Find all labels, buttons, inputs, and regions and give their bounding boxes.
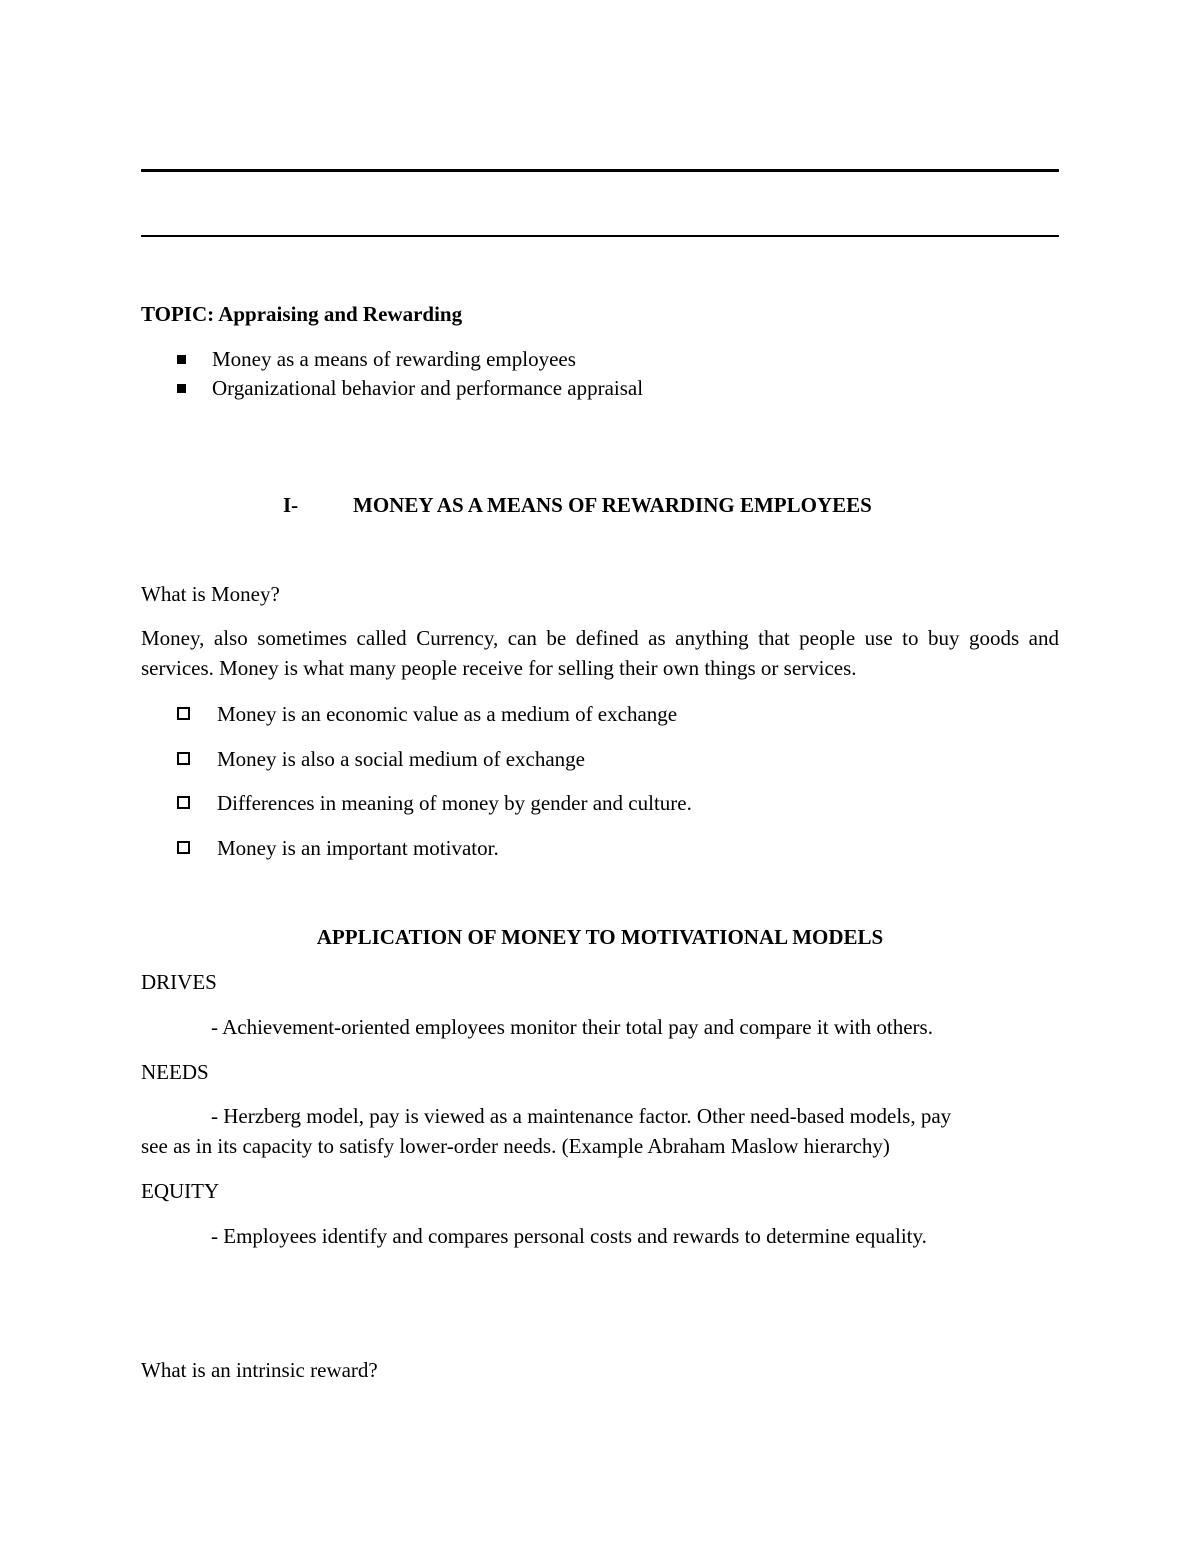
money-point-text: Money is an economic value as a medium of exchange [217,702,678,726]
question-money: What is Money? [141,582,280,606]
section-title: MONEY AS A MEANS OF REWARDING EMPLOYEES [353,493,872,517]
question-intrinsic: What is an intrinsic reward? [141,1358,378,1382]
drives-label: DRIVES [141,970,217,994]
needs-text-line2: see as in its capacity to satisfy lower-order needs. (Example Abraham Maslow hierarchy) [141,1134,890,1158]
money-point-text: Money is also a social medium of exchange [217,747,585,771]
section-number: I- [283,493,299,517]
checkbox-bullet-icon [177,707,190,720]
header-rule-thin [141,235,1059,237]
checkbox-bullet-icon [177,841,190,854]
needs-text-line1: - Herzberg model, pay is viewed as a maintenance factor. Other need-based models, pay [211,1104,952,1128]
topic-bullet-text: Organizational behavior and performance appraisal [212,376,644,400]
header-rule-thick [141,169,1059,172]
equity-label: EQUITY [141,1179,220,1203]
checkbox-bullet-icon [177,752,190,765]
needs-label: NEEDS [141,1060,209,1084]
topic-heading: TOPIC: Appraising and Rewarding [141,302,463,326]
money-point-text: Money is an important motivator. [217,836,499,860]
money-definition-paragraph: Money, also sometimes called Currency, can be defined as anything that people use to buy goods and services. Money is what many people receive for selling their own things or services. [141,626,1059,680]
drives-text: - Achievement-oriented employees monitor their total pay and compare it with others. [211,1015,933,1039]
money-point-text: Differences in meaning of money by gender and culture. [217,791,692,815]
square-bullet-icon [177,355,186,364]
application-heading: APPLICATION OF MONEY TO MOTIVATIONAL MODELS [316,925,884,949]
equity-text: - Employees identify and compares personal costs and rewards to determine equality. [211,1224,927,1248]
checkbox-bullet-icon [177,796,190,809]
topic-bullet-text: Money as a means of rewarding employees [212,347,576,371]
square-bullet-icon [177,384,186,393]
